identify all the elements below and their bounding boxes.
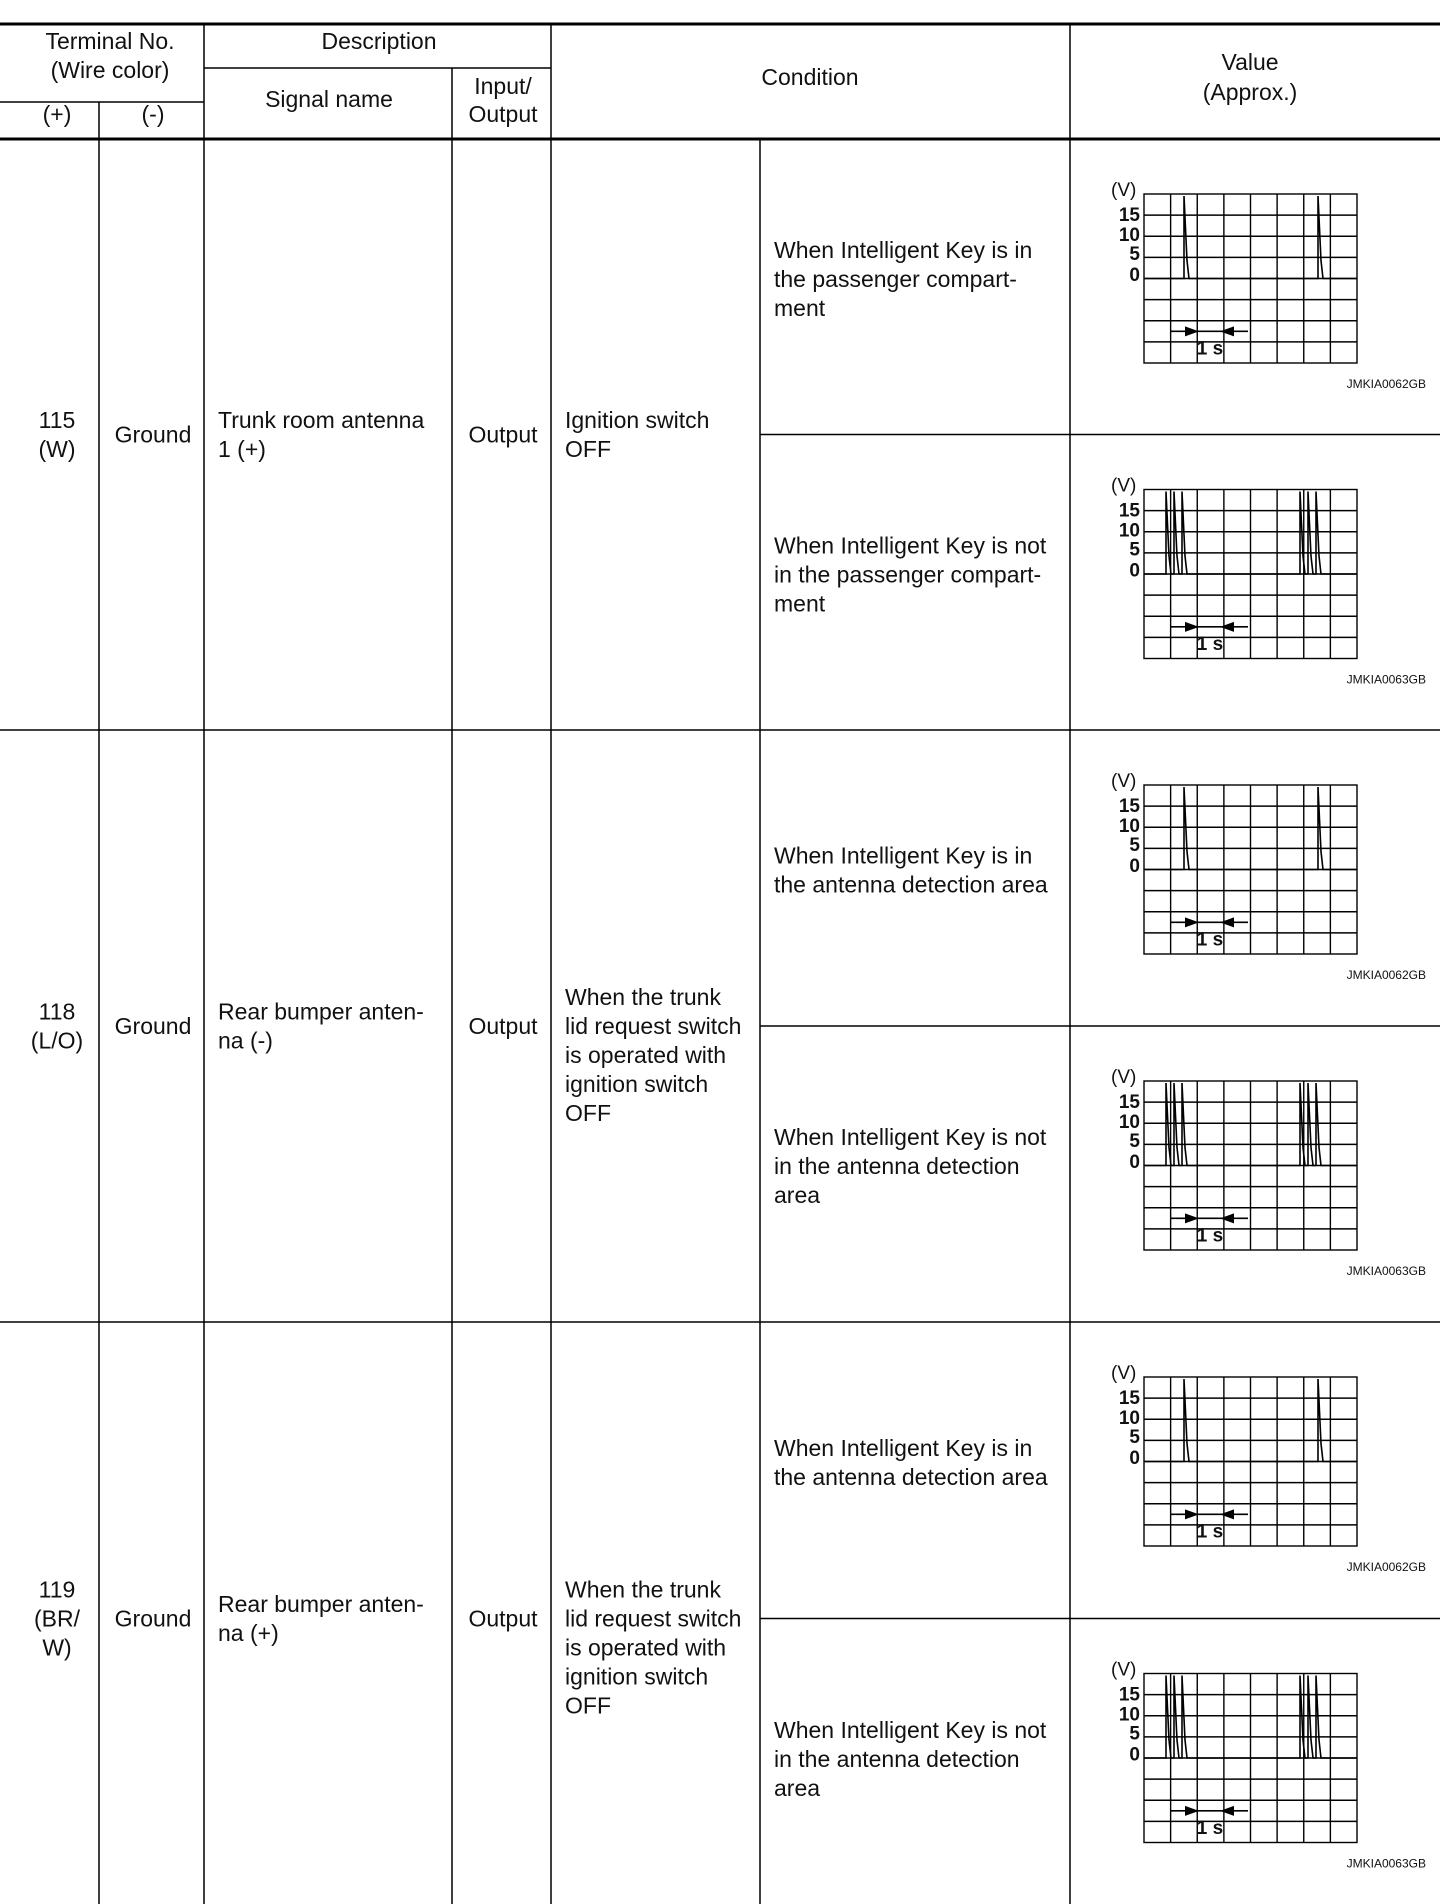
scope-y-tick: 0 [1129, 1448, 1140, 1469]
ground-terminal: Ground [114, 1013, 192, 1039]
terminal-no: W) [42, 1634, 72, 1661]
scope-time-label: 1 s [1196, 1225, 1224, 1247]
scope-y-tick: 0 [1129, 265, 1140, 286]
sub-condition: in the antenna detection [774, 1153, 1020, 1179]
oscilloscope-waveform [1111, 1660, 1426, 1871]
condition: ignition switch [565, 1663, 709, 1690]
condition: ignition switch [565, 1071, 709, 1097]
sub-condition: the antenna detection area [774, 871, 1048, 898]
scope-y-tick: 10 [1118, 1704, 1140, 1726]
sub-condition: When Intelligent Key is in [774, 1434, 1033, 1461]
header-plus: (+) [42, 101, 72, 127]
signal-name: Trunk room antenna [218, 407, 425, 433]
figure-code: JMKIA0062GB [1346, 968, 1426, 982]
header-wire-color: (Wire color) [50, 57, 170, 83]
terminal-no: (BR/ [34, 1605, 80, 1632]
scope-y-tick: 0 [1129, 856, 1140, 877]
scope-y-tick: 15 [1118, 205, 1140, 226]
terminal-no: 119 [38, 1576, 76, 1603]
signal-name: na (-) [218, 1027, 273, 1054]
sub-condition: the passenger compart- [774, 265, 1017, 292]
scope-unit-label: (V) [1111, 1659, 1137, 1681]
scope-y-tick: 0 [1129, 1744, 1140, 1766]
scope-y-tick: 5 [1129, 1427, 1140, 1448]
condition: is operated with [565, 1042, 727, 1068]
condition: OFF [565, 1100, 611, 1126]
sub-condition: When Intelligent Key is not [774, 1124, 1047, 1150]
header-input: Input/ [474, 73, 532, 99]
scope-y-tick: 15 [1118, 500, 1140, 522]
time-arrow-left-icon [1220, 1806, 1234, 1816]
condition: Ignition switch [565, 407, 710, 433]
condition: When the trunk [565, 984, 721, 1010]
oscilloscope-waveform [1111, 771, 1426, 982]
table-row [34, 1363, 1426, 1871]
signal-name: 1 (+) [218, 436, 266, 462]
scope-y-tick: 10 [1118, 520, 1140, 542]
figure-code: JMKIA0063GB [1346, 1856, 1426, 1871]
figure-code: JMKIA0062GB [1346, 377, 1426, 391]
condition: is operated with [565, 1634, 727, 1661]
signal-name: Rear bumper anten- [218, 998, 424, 1025]
figure-code: JMKIA0063GB [1346, 1264, 1426, 1278]
scope-y-tick: 10 [1118, 816, 1140, 837]
header-output: Output [468, 101, 538, 127]
terminal-no: 118 [38, 998, 76, 1025]
scope-y-tick: 0 [1129, 1152, 1140, 1173]
sub-condition: in the antenna detection [774, 1745, 1020, 1772]
oscilloscope-waveform [1111, 180, 1426, 391]
input-output: Output [468, 421, 538, 448]
sub-condition: When Intelligent Key is not [774, 1716, 1047, 1743]
scope-y-tick: 5 [1129, 835, 1140, 856]
condition: OFF [565, 1692, 611, 1719]
scope-y-tick: 15 [1118, 1092, 1140, 1113]
scope-y-tick: 5 [1129, 539, 1140, 561]
table-row [31, 771, 1426, 1278]
condition: lid request switch [565, 1605, 742, 1632]
scope-time-label: 1 s [1196, 929, 1224, 951]
condition: lid request switch [565, 1013, 742, 1039]
scope-unit-label: (V) [1111, 180, 1137, 201]
scope-unit-label: (V) [1111, 1363, 1137, 1384]
header-description: Description [321, 28, 437, 54]
sub-condition: When Intelligent Key is in [774, 236, 1033, 263]
figure-code: JMKIA0062GB [1346, 1560, 1426, 1574]
time-arrow-left-icon [1220, 326, 1234, 336]
time-arrow-left-icon [1220, 917, 1234, 927]
header-terminal-no: Terminal No. [45, 28, 175, 54]
scope-time-label: 1 s [1196, 1817, 1224, 1839]
ground-terminal: Ground [114, 1605, 192, 1632]
scope-unit-label: (V) [1111, 475, 1137, 497]
oscilloscope-waveform [1111, 1067, 1426, 1278]
signal-name: Rear bumper anten- [218, 1591, 424, 1617]
sub-condition: When Intelligent Key is in [774, 842, 1033, 869]
header-approx: (Approx.) [1202, 79, 1298, 105]
scope-y-tick: 10 [1118, 1112, 1140, 1133]
signal-name: na (+) [218, 1620, 279, 1646]
sub-condition: area [774, 1182, 821, 1208]
scope-y-tick: 5 [1129, 1131, 1140, 1152]
terminal-no: 115 [38, 407, 76, 433]
scope-y-tick: 10 [1118, 225, 1140, 246]
sub-condition: the antenna detection area [774, 1463, 1048, 1490]
header-value: Value [1221, 49, 1279, 75]
scope-unit-label: (V) [1111, 771, 1137, 792]
header-signal-name: Signal name [265, 86, 393, 112]
condition: When the trunk [565, 1576, 721, 1603]
table-row [38, 180, 1426, 687]
table-header [43, 28, 1298, 127]
terminal-no: (W) [38, 436, 76, 462]
terminal-no: (L/O) [30, 1027, 84, 1054]
scope-time-label: 1 s [1196, 633, 1224, 655]
scope-y-tick: 15 [1118, 796, 1140, 817]
sub-condition: ment [774, 294, 826, 321]
scope-y-tick: 10 [1118, 1408, 1140, 1429]
header-minus: (-) [141, 101, 165, 127]
scope-time-label: 1 s [1196, 1521, 1224, 1543]
ground-terminal: Ground [114, 421, 192, 448]
time-arrow-left-icon [1220, 1213, 1234, 1223]
sub-condition: area [774, 1774, 821, 1801]
oscilloscope-waveform [1111, 1363, 1426, 1574]
scope-y-tick: 5 [1129, 1723, 1140, 1745]
condition: OFF [565, 436, 611, 462]
scope-y-tick: 0 [1129, 560, 1140, 582]
figure-code: JMKIA0063GB [1346, 672, 1426, 687]
time-arrow-left-icon [1220, 622, 1234, 632]
scope-y-tick: 15 [1118, 1388, 1140, 1409]
oscilloscope-waveform [1111, 476, 1426, 687]
scope-unit-label: (V) [1111, 1067, 1137, 1088]
header-condition: Condition [761, 64, 859, 90]
time-arrow-left-icon [1220, 1509, 1234, 1519]
scope-time-label: 1 s [1196, 338, 1224, 360]
sub-condition: When Intelligent Key is not [774, 532, 1047, 559]
input-output: Output [468, 1013, 538, 1039]
input-output: Output [468, 1605, 538, 1632]
sub-condition: in the passenger compart- [774, 561, 1042, 588]
scope-y-tick: 5 [1129, 244, 1140, 265]
sub-condition: ment [774, 590, 826, 617]
scope-y-tick: 15 [1118, 1684, 1140, 1706]
